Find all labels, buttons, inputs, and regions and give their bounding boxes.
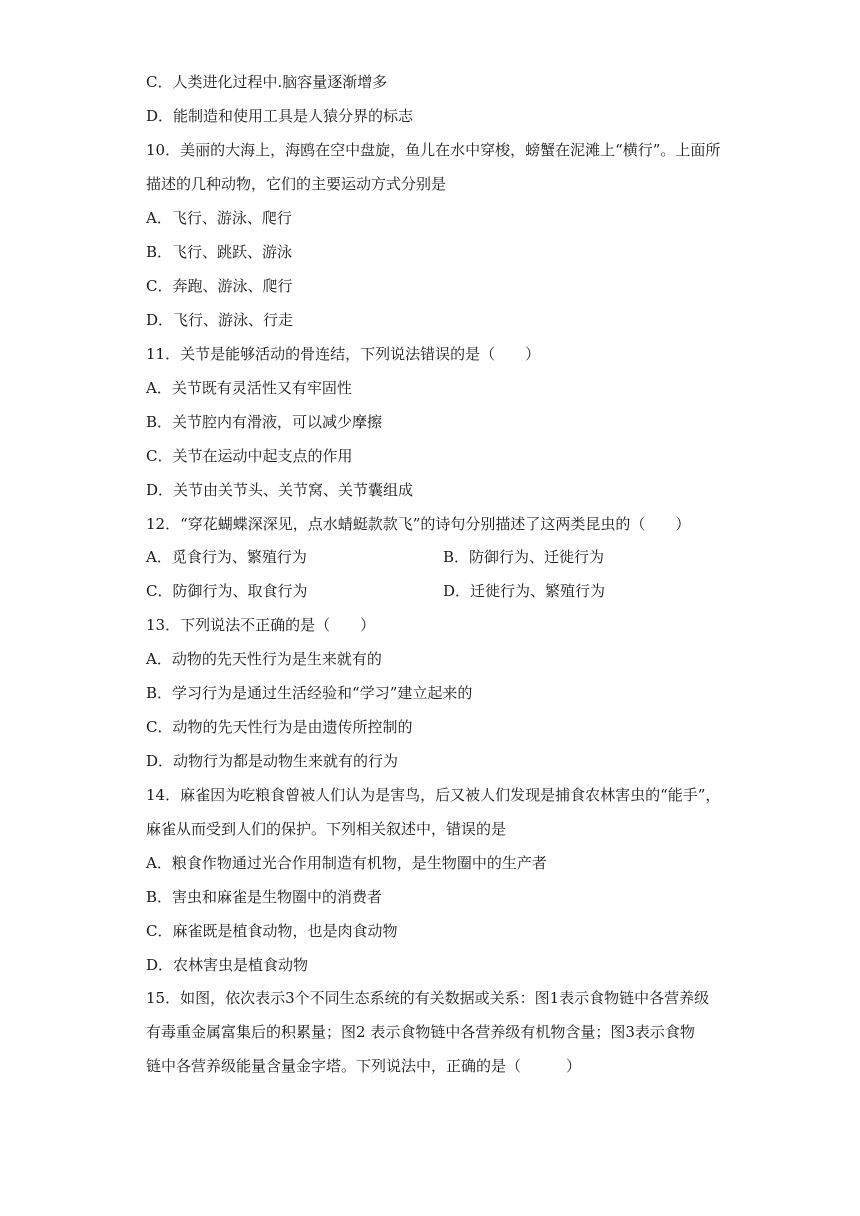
q12-option-b: B．防御行为、迁徙行为 [443, 548, 605, 566]
q12-option-d: D．迁徙行为、繁殖行为 [443, 582, 606, 600]
q10-option-c: C．奔跑、游泳、爬行 [146, 277, 293, 295]
q14-option-c: C．麻雀既是植食动物，也是肉食动物 [146, 922, 398, 940]
q12-stem: 12．“穿花蝴蝶深深见，点水蜻蜓款款飞”的诗句分别描述了这两类昆虫的（ ） [146, 515, 691, 533]
q13-option-d: D．动物行为都是动物生来就有的行为 [146, 752, 399, 770]
q14-option-d: D．农林害虫是植食动物 [146, 956, 309, 974]
q10-stem-line-1: 10．美丽的大海上，海鸥在空中盘旋，鱼儿在水中穿梭，螃蟹在泥滩上“横行”。上面所 [146, 141, 721, 159]
q13-option-a: A．动物的先天性行为是生来就有的 [146, 650, 382, 668]
q14-option-a: A．粮食作物通过光合作用制造有机物，是生物圈中的生产者 [146, 854, 547, 872]
q10-option-d: D．飞行、游泳、行走 [146, 311, 294, 329]
q13-option-c: C．动物的先天性行为是由遗传所控制的 [146, 718, 413, 736]
q13-option-b: B．学习行为是通过生活经验和“学习”建立起来的 [146, 684, 473, 702]
q12-option-a: A．觅食行为、繁殖行为 [146, 548, 307, 566]
q11-option-b: B．关节腔内有滑液，可以减少摩擦 [146, 413, 383, 431]
q9-option-d: D．能制造和使用工具是人猿分界的标志 [146, 107, 414, 125]
q11-option-a: A．关节既有灵活性又有牢固性 [146, 379, 352, 397]
q11-stem: 11．关节是能够活动的骨连结，下列说法错误的是（ ） [146, 345, 541, 363]
q15-stem-line-2: 有毒重金属富集后的积累量；图2 表示食物链中各营养级有机物含量；图3表示食物 [146, 1023, 695, 1041]
q15-stem-line-1: 15．如图，依次表示3个不同生态系统的有关数据或关系：图1表示食物链中各营养级 [146, 989, 710, 1007]
q13-stem: 13．下列说法不正确的是（ ） [146, 616, 376, 634]
q12-option-c: C．防御行为、取食行为 [146, 582, 308, 600]
q15-stem-line-3: 链中各营养级能量含量金字塔。下列说法中，正确的是（ ） [146, 1057, 582, 1075]
q11-option-c: C．关节在运动中起支点的作用 [146, 447, 353, 465]
q10-stem-line-2: 描述的几种动物，它们的主要运动方式分别是 [146, 175, 447, 193]
q10-option-b: B．飞行、跳跃、游泳 [146, 243, 293, 261]
q10-option-a: A．飞行、游泳、爬行 [146, 209, 292, 227]
q11-option-d: D．关节由关节头、关节窝、关节囊组成 [146, 481, 414, 499]
q9-option-c: C．人类进化过程中.脑容量逐渐增多 [146, 73, 388, 91]
q14-option-b: B．害虫和麻雀是生物圈中的消费者 [146, 888, 383, 906]
q14-stem-line-1: 14．麻雀因为吃粮食曾被人们认为是害鸟，后又被人们发现是捕食农林害虫的“能手”， [146, 786, 721, 804]
q14-stem-line-2: 麻雀从而受到人们的保护。下列相关叙述中，错误的是 [146, 820, 507, 838]
